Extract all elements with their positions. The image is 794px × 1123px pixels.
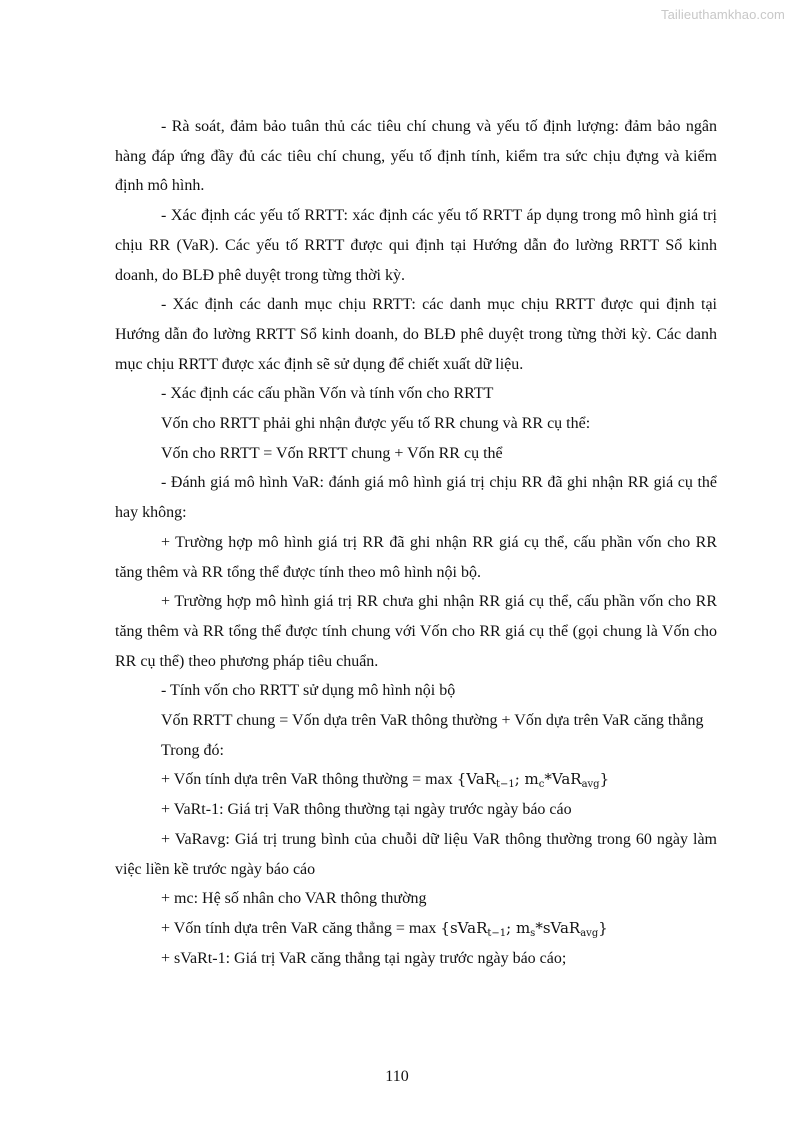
paragraph-svar-t1: + sVaRt-1: Giá trị VaR căng thẳng tại ngày trước ngày báo cáo; xyxy=(161,949,567,967)
formula-prefix: + Vốn tính dựa trên VaR thông thường = max xyxy=(161,771,457,789)
watermark: Tailieuthamkhao.com xyxy=(660,7,785,22)
paragraph-general-capital: Vốn RRTT chung = Vốn dựa trên VaR thông thường + Vốn dựa trên VaR căng thẳng xyxy=(161,712,704,730)
formula-normal-var xyxy=(115,765,717,795)
paragraph-case-not-recognized: + Trường hợp mô hình giá trị RR chưa ghi nhận RR giá cụ thể, cấu phần vốn cho RR tăng thêm và RR tổng thể được tính chung với Vốn cho RR giá cụ thể (gọi chung là Vốn cho RR cụ thể) theo phương pháp tiêu chuẩn. xyxy=(115,593,717,670)
paragraph-var-assessment: - Đánh giá mô hình VaR: đánh giá mô hình giá trị chịu RR đã ghi nhận RR giá cụ thể hay không: xyxy=(115,474,717,522)
paragraph-capital-recognition: Vốn cho RRTT phải ghi nhận được yếu tố RR chung và RR cụ thể: xyxy=(161,415,591,433)
paragraph-var-avg: + VaRavg: Giá trị trung bình của chuỗi dữ liệu VaR thông thường trong 60 ngày làm việc liền kề trước ngày báo cáo xyxy=(115,830,717,878)
paragraph-internal-model: - Tính vốn cho RRTT sử dụng mô hình nội bộ xyxy=(161,682,456,700)
document-body xyxy=(115,112,717,973)
page-number: 110 xyxy=(385,1068,409,1085)
formula-stressed-var xyxy=(115,914,717,944)
paragraph-mc: + mc: Hệ số nhân cho VAR thông thường xyxy=(161,890,427,908)
paragraph-var-t1: + VaRt-1: Giá trị VaR thông thường tại ngày trước ngày báo cáo xyxy=(161,801,572,819)
paragraph-capital-components: - Xác định các cấu phần Vốn và tính vốn cho RRTT xyxy=(161,385,494,403)
paragraph-where: Trong đó: xyxy=(161,741,224,759)
paragraph-market-risk-portfolios: - Xác định các danh mục chịu RRTT: các danh mục chịu RRTT được qui định tại Hướng dẫn đo lường RRTT Sổ kinh doanh, do BLĐ phê duyệt trong từng thời kỳ. Các danh mục chịu RRTT được xác định sẽ sử dụng để chiết xuất dữ liệu. xyxy=(115,296,717,373)
paragraph-market-risk-factors: - Xác định các yếu tố RRTT: xác định các yếu tố RRTT áp dụng trong mô hình giá trị chịu RR (VaR). Các yếu tố RRTT được qui định tại Hướng dẫn đo lường RRTT Sổ kinh doanh, do BLĐ phê duyệt trong từng thời kỳ. xyxy=(115,207,717,284)
formula-math: {sVaR$_{t-1}$; $m_s*sVaR_{avg}$} xyxy=(440,918,608,939)
formula-prefix: + Vốn tính dựa trên VaR căng thẳng = max xyxy=(161,919,441,937)
paragraph-case-recognized: + Trường hợp mô hình giá trị RR đã ghi nhận RR giá cụ thể, cấu phần vốn cho RR tăng thêm và RR tổng thể được tính theo mô hình nội bộ. xyxy=(115,533,717,581)
formula-math: {VaR$_{t-1}$; $m_c*VaR_{avg}$} xyxy=(456,770,610,791)
paragraph-capital-equation: Vốn cho RRTT = Vốn RRTT chung + Vốn RR cụ thể xyxy=(161,444,503,462)
paragraph-review-criteria: - Rà soát, đảm bảo tuân thủ các tiêu chí chung và yếu tố định lượng: đảm bảo ngân hàng đáp ứng đầy đủ các tiêu chí chung, yếu tố định tính, kiểm tra sức chịu đựng và kiểm định mô hình. xyxy=(115,118,717,195)
